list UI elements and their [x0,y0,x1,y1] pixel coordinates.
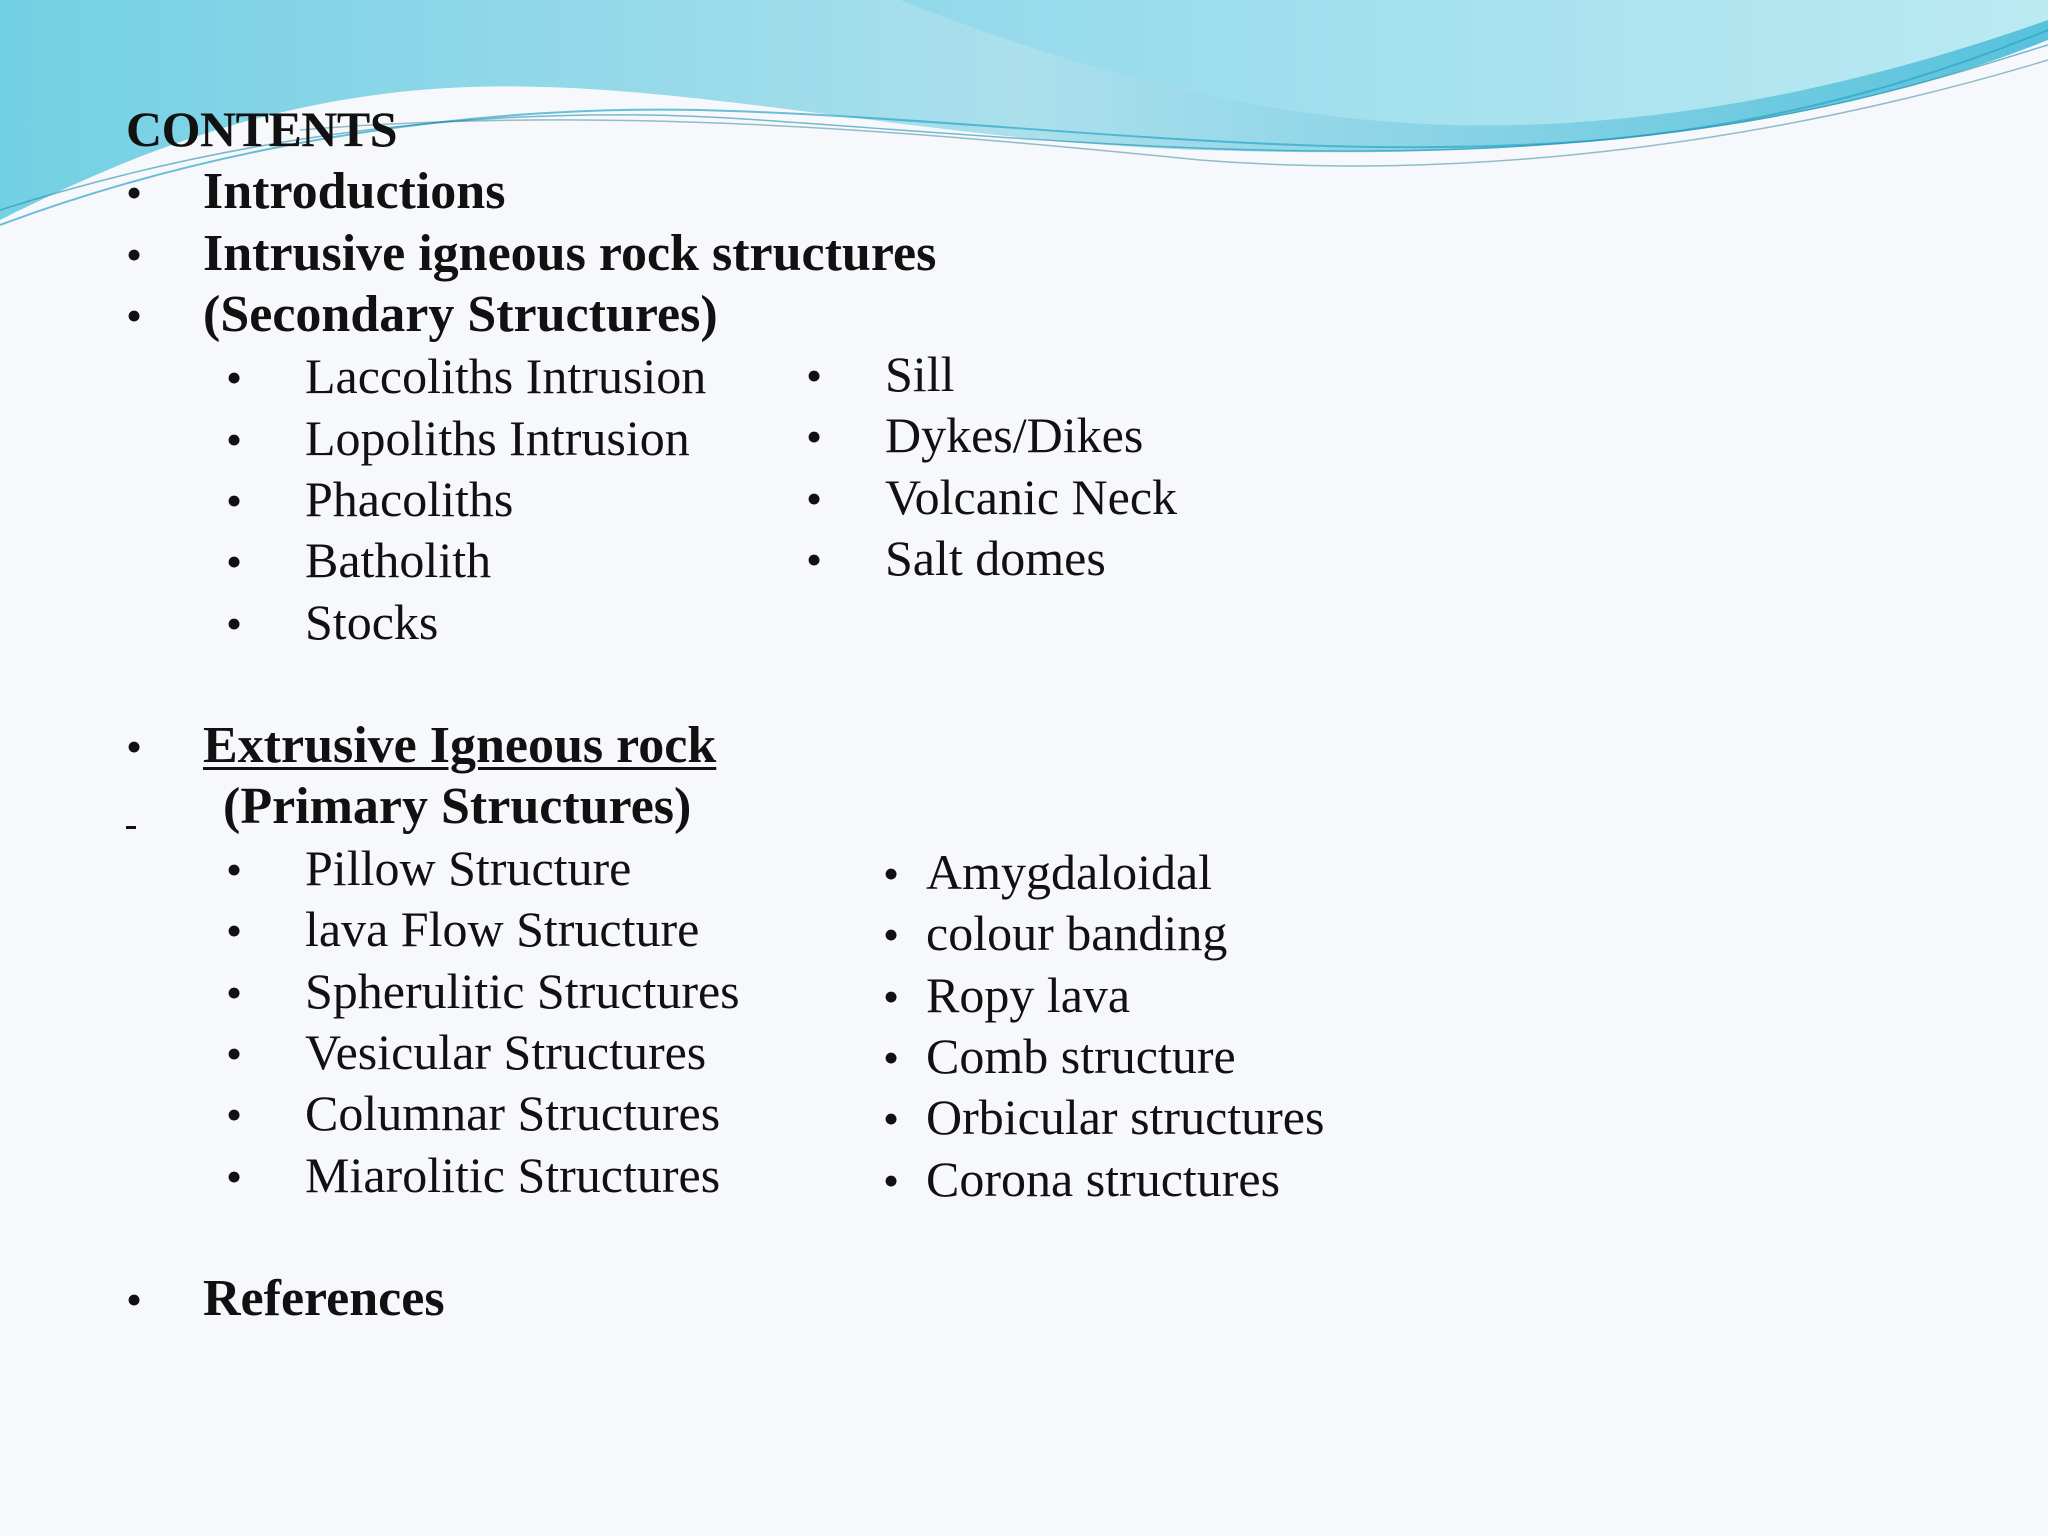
list-item: Orbicular structures [926,1089,1325,1145]
bullet-icon: • [226,1089,243,1140]
list-item: Columnar Structures [305,1085,721,1141]
toc-item-primary-structures: (Primary Structures) [223,778,692,835]
bullet-icon: • [226,967,243,1018]
list-item: Phacoliths [305,471,514,527]
bullet-icon: • [806,534,823,585]
bullet-icon: • [126,229,143,280]
list-item: Dykes/Dikes [885,407,1144,463]
bullet-icon: • [226,598,243,649]
bullet-icon: • [126,721,143,772]
bullet-icon: • [126,290,143,341]
list-item: Salt domes [885,530,1106,586]
dash-marker [126,826,136,829]
bullet-icon: • [126,1274,143,1325]
list-item: Ropy lava [926,967,1131,1023]
list-item: Batholith [305,532,492,588]
list-item: Comb structure [926,1028,1236,1084]
list-item: Vesicular Structures [305,1024,707,1080]
list-item: Corona structures [926,1151,1281,1207]
contents-heading: CONTENTS [126,101,398,157]
bullet-icon: • [226,475,243,526]
list-item: Spherulitic Structures [305,963,740,1019]
bullet-icon: • [226,844,243,895]
list-item: Stocks [305,594,439,650]
bullet-icon: • [883,1093,900,1144]
list-item: Volcanic Neck [885,469,1178,525]
bullet-icon: • [883,1155,900,1206]
list-item: Laccoliths Intrusion [305,348,707,404]
bullet-icon: • [883,1032,900,1083]
list-item: colour banding [926,905,1228,961]
bullet-icon: • [883,909,900,960]
bullet-icon: • [226,536,243,587]
bullet-icon: • [226,1151,243,1202]
list-item: Lopoliths Intrusion [305,410,690,466]
bullet-icon: • [226,414,243,465]
list-item: Amygdaloidal [926,844,1213,900]
toc-item-extrusive: Extrusive Igneous rock [203,717,717,774]
bullet-icon: • [806,411,823,462]
bullet-icon: • [806,350,823,401]
list-item: Pillow Structure [305,840,632,896]
bullet-icon: • [226,1028,243,1079]
bullet-icon: • [883,848,900,899]
bullet-icon: • [226,352,243,403]
bullet-icon: • [806,473,823,524]
toc-item-secondary-structures: (Secondary Structures) [203,286,718,343]
list-item: lava Flow Structure [305,901,700,957]
list-item: Miarolitic Structures [305,1147,721,1203]
bullet-icon: • [883,971,900,1022]
bullet-icon: • [226,905,243,956]
toc-item-introductions: Introductions [203,163,506,220]
toc-item-intrusive: Intrusive igneous rock structures [203,225,937,282]
toc-item-references: References [203,1270,445,1327]
bullet-icon: • [126,167,143,218]
list-item: Sill [885,346,955,402]
